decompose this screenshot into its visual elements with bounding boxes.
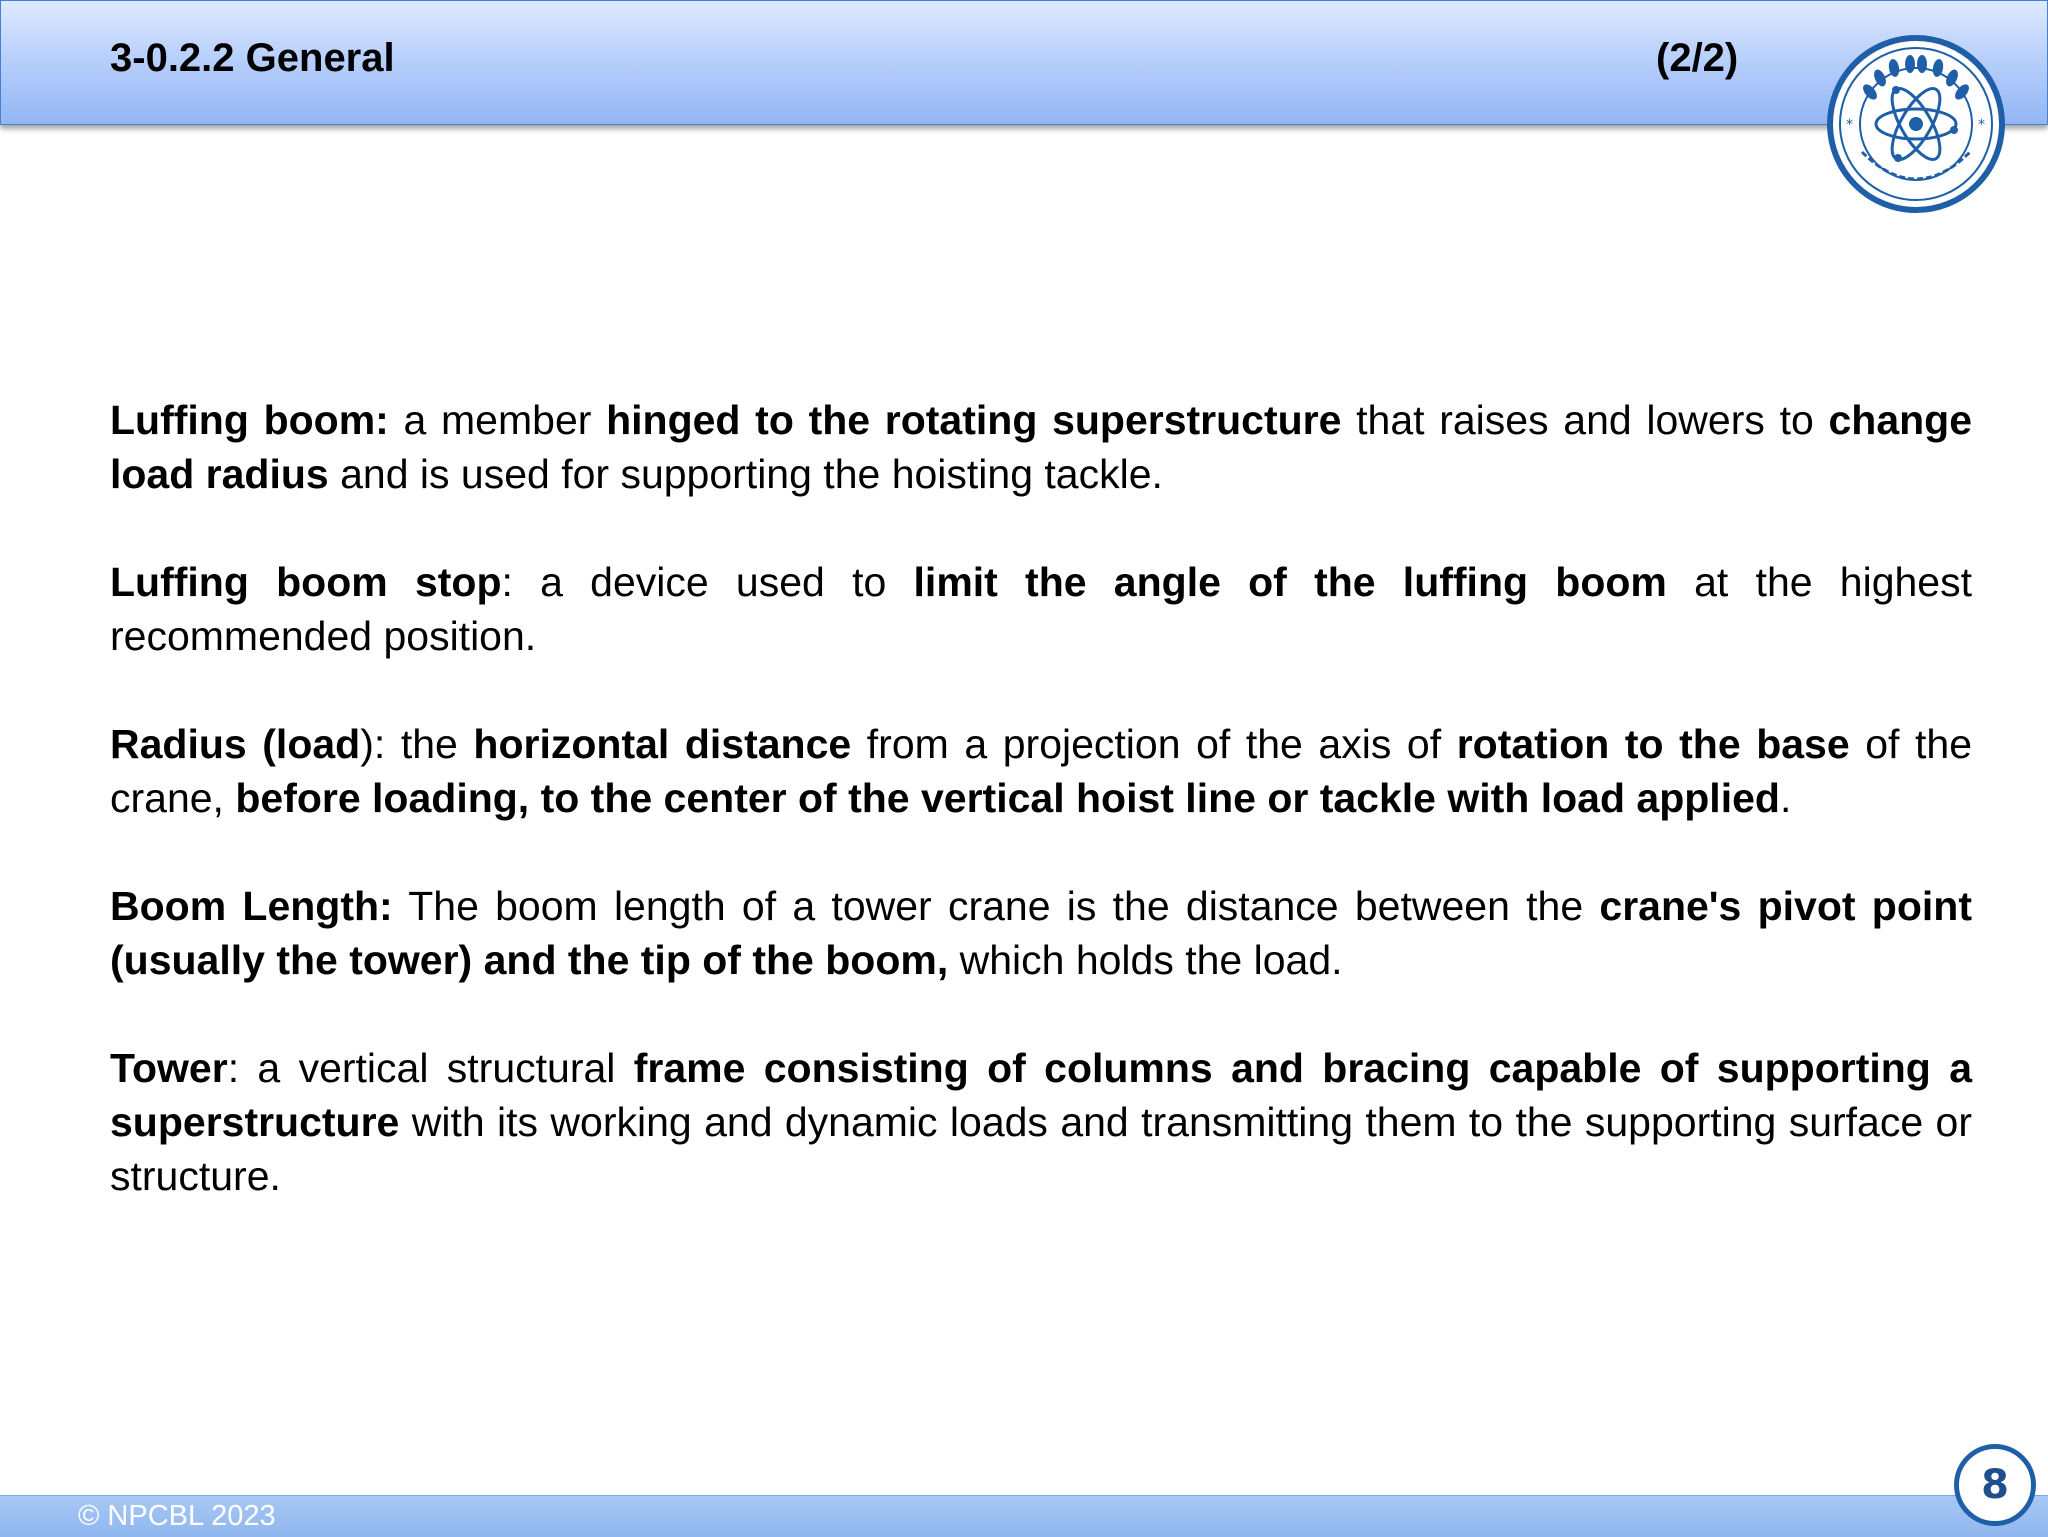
definition-text: ): the xyxy=(360,721,474,767)
definition-emphasis: before loading, to the center of the vertical hoist line or tackle with load applied xyxy=(235,775,1780,821)
definition-text: with its working and dynamic loads and transmitting them to the supporting surface or structure. xyxy=(110,1099,1972,1199)
page-number-badge xyxy=(1954,1444,2036,1526)
definition-tower xyxy=(110,1041,1972,1203)
atom-emblem-icon xyxy=(1826,34,2006,214)
svg-text:*: * xyxy=(1846,117,1853,133)
definition-emphasis: horizontal distance xyxy=(473,721,852,767)
definition-text: : a vertical structural xyxy=(227,1045,634,1091)
definition-emphasis: Radius (load xyxy=(110,721,361,767)
definition-luffing-boom xyxy=(110,393,1972,501)
definition-text: a member xyxy=(388,397,607,443)
definition-emphasis: crane's pivot point (usually the tower) and the tip of the boom, xyxy=(110,883,1972,983)
svg-text:*: * xyxy=(1978,117,1985,133)
definition-emphasis: Luffing boom stop xyxy=(110,559,502,605)
definition-text: The boom length of a tower crane is the distance between the xyxy=(392,883,1600,929)
definition-text: from a projection of the axis of xyxy=(851,721,1457,767)
page-number: 8 xyxy=(1981,1462,2009,1508)
definition-emphasis: hinged to the rotating superstructure xyxy=(606,397,1342,443)
definition-emphasis: rotation to the base xyxy=(1456,721,1850,767)
definition-text: and is used for supporting the hoisting tackle. xyxy=(328,451,1163,497)
definition-radius-load xyxy=(110,717,1972,825)
definition-text: which holds the load. xyxy=(948,937,1343,983)
footer-bar xyxy=(0,1495,2048,1537)
definition-emphasis: Boom Length: xyxy=(110,883,393,929)
definition-emphasis: Tower xyxy=(110,1045,228,1091)
definition-emphasis: limit the angle of the luffing boom xyxy=(913,559,1667,605)
definition-emphasis: Luffing boom: xyxy=(110,397,389,443)
slide-part-indicator: (2/2) xyxy=(1656,36,1739,80)
definition-text: : a device used to xyxy=(501,559,914,605)
definitions-body xyxy=(110,393,1972,1257)
copyright-text: © NPCBL 2023 xyxy=(78,1500,276,1532)
definition-emphasis: frame consisting of columns and bracing capable of supporting a superstructure xyxy=(110,1045,1972,1145)
definition-text: that raises and lowers to xyxy=(1341,397,1829,443)
definition-text: at the highest recommended position. xyxy=(110,559,1973,659)
definition-boom-length xyxy=(110,879,1972,987)
definition-text: . xyxy=(1779,775,1792,821)
definition-luffing-boom-stop xyxy=(110,555,1972,663)
slide-title: 3-0.2.2 General xyxy=(110,36,395,80)
definition-emphasis: change load radius xyxy=(110,397,1973,497)
definition-text: of the crane, xyxy=(110,721,1972,821)
